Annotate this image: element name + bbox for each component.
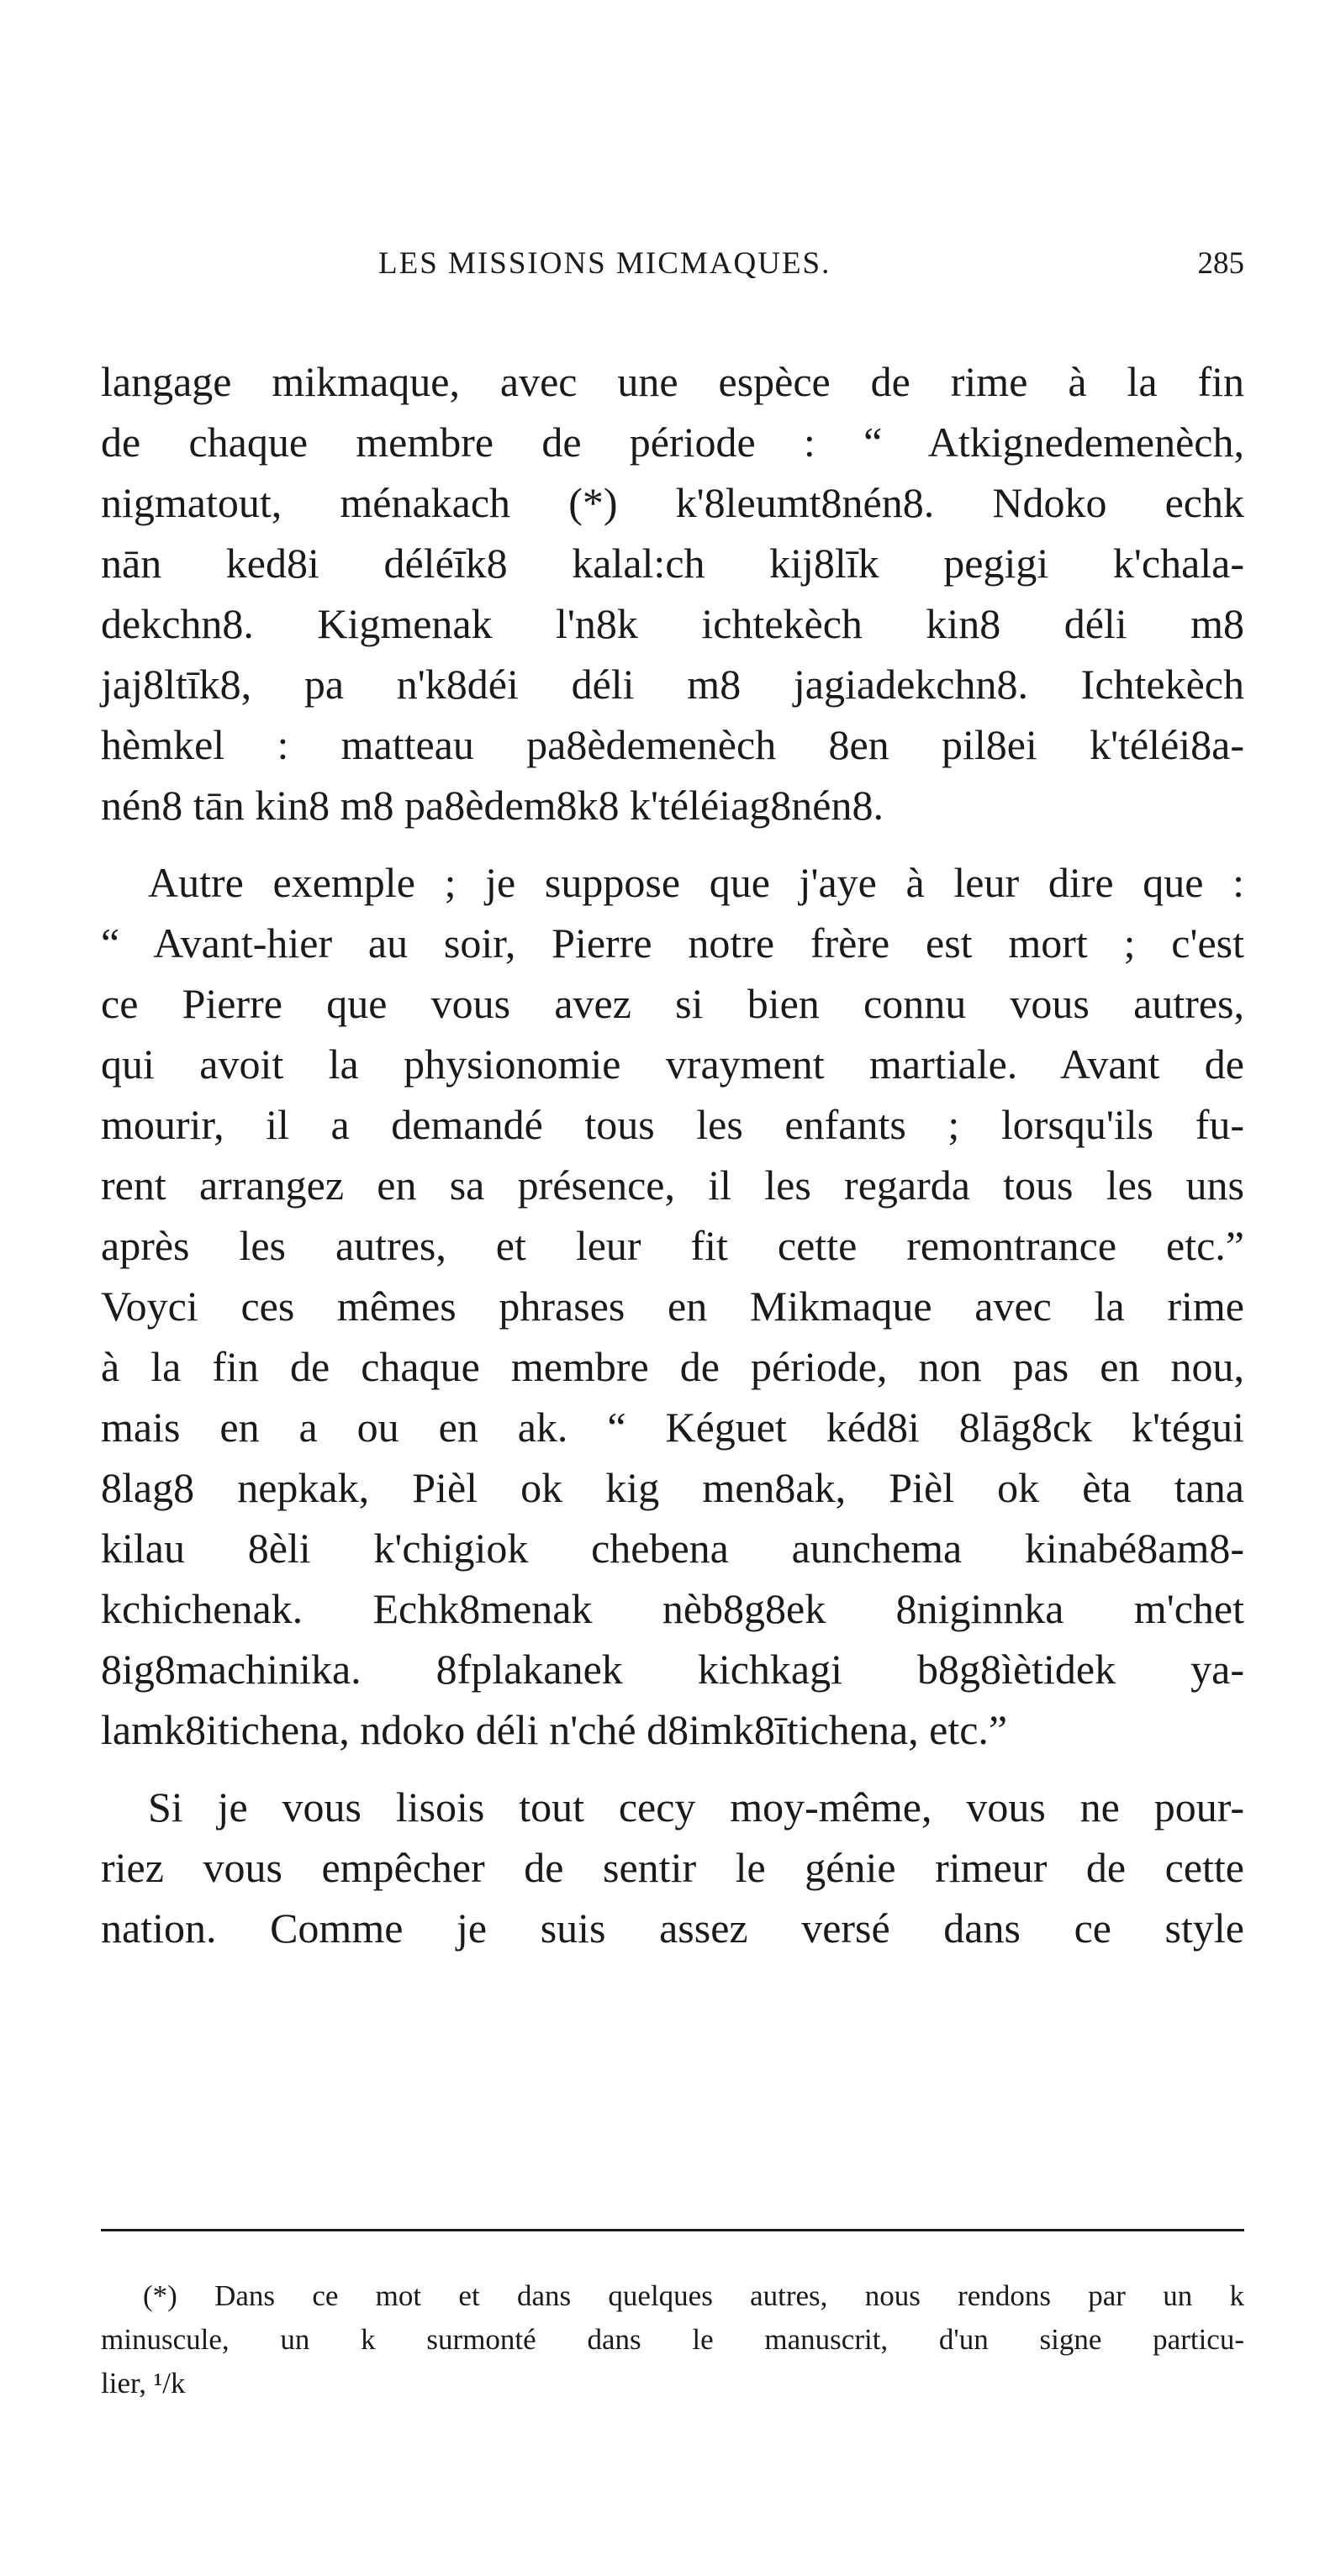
text-line: de chaque membre de période : “ Atkignedemenèch,	[101, 419, 1244, 466]
text-line: mourir, il a demandé tous les enfants ; lorsqu'ils fu-	[101, 1101, 1244, 1148]
text-line: lamk8itichena, ndoko déli n'ché d8imk8ītichena, etc.”	[101, 1706, 1008, 1753]
text-line: kchichenak. Echk8menak nèb8g8ek 8niginnka m'chet	[101, 1585, 1244, 1632]
body-text	[101, 351, 1244, 1958]
paragraph	[101, 351, 1244, 835]
text-line: nén8 tān kin8 m8 pa8èdem8k8 k'téléiag8nén8.	[101, 782, 884, 829]
text-line: hèmkel : matteau pa8èdemenèch 8en pil8ei k'téléi8a-	[101, 721, 1244, 768]
text-line: Autre exemple ; je suppose que j'aye à leur dire que :	[148, 859, 1244, 906]
text-line: ce Pierre que vous avez si bien connu vous autres,	[101, 980, 1244, 1027]
text-line: “ Avant-hier au soir, Pierre notre frère est mort ; c'est	[101, 919, 1244, 967]
text-line: nān ked8i déléīk8 kalal:ch kij8līk pegigi k'chala-	[101, 540, 1244, 587]
page-number: 285	[1197, 246, 1244, 281]
text-line: nigmatout, ménakach (*) k'8leumt8nén8. Ndoko echk	[101, 479, 1244, 526]
text-line: 8lag8 nepkak, Pièl ok kig men8ak, Pièl ok èta tana	[101, 1464, 1244, 1511]
footnote-line: minuscule, un k surmonté dans le manuscrit, d'un signe particu-	[101, 2323, 1244, 2356]
text-line: langage mikmaque, avec une espèce de rime à la fin	[101, 358, 1244, 405]
page-header	[101, 245, 1244, 296]
text-line: à la fin de chaque membre de période, non pas en nou,	[101, 1343, 1244, 1390]
footnote	[101, 2274, 1244, 2405]
text-line: dekchn8. Kigmenak l'n8k ichtekèch kin8 déli m8	[101, 600, 1244, 647]
text-line: jaj8ltīk8, pa n'k8déi déli m8 jagiadekchn8. Ichtekèch	[101, 661, 1244, 708]
text-line: 8ig8machinika. 8fplakanek kichkagi b8g8ìètidek ya-	[101, 1646, 1244, 1693]
text-line: riez vous empêcher de sentir le génie rimeur de cette	[101, 1844, 1244, 1891]
text-line: Si je vous lisois tout cecy moy-même, vous ne pour-	[148, 1783, 1244, 1831]
paragraph	[101, 1777, 1244, 1958]
text-line: nation. Comme je suis assez versé dans ce style	[101, 1904, 1244, 1952]
running-title: LES MISSIONS MICMAQUES.	[378, 246, 831, 281]
text-line: Voyci ces mêmes phrases en Mikmaque avec la rime	[101, 1283, 1244, 1330]
footnote-line: lier, ¹/k	[101, 2367, 186, 2400]
paragraph	[101, 852, 1244, 1760]
text-line: mais en a ou en ak. “ Kéguet kéd8i 8lāg8ck k'tégui	[101, 1404, 1244, 1451]
footnote-divider	[101, 2229, 1244, 2231]
text-line: kilau 8èli k'chigiok chebena aunchema kinabé8am8-	[101, 1525, 1244, 1572]
text-line: qui avoit la physionomie vrayment martiale. Avant de	[101, 1040, 1244, 1088]
text-line: après les autres, et leur fit cette remontrance etc.”	[101, 1222, 1244, 1269]
text-line: rent arrangez en sa présence, il les regarda tous les uns	[101, 1162, 1244, 1209]
footnote-line: (*) Dans ce mot et dans quelques autres, nous rendons par un k	[143, 2279, 1244, 2312]
